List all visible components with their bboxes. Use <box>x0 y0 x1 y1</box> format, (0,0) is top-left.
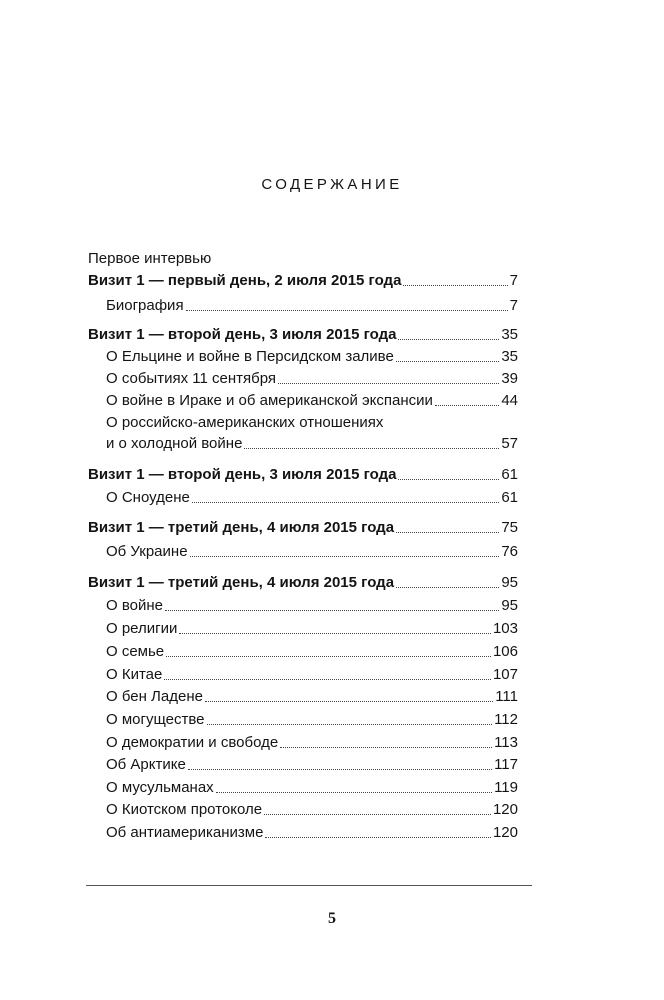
toc-entry: Об Арктике 117 <box>106 756 518 773</box>
toc-entry: О бен Ладене 111 <box>106 688 518 705</box>
toc-entry: и о холодной войне 57 <box>106 435 518 452</box>
toc-entry-line1: О российско-американских отношениях <box>106 414 384 431</box>
toc-entry: Биография 7 <box>106 297 518 314</box>
toc-entry: О Сноудене 61 <box>106 489 518 506</box>
footer-rule <box>86 885 532 886</box>
toc-entry: Об антиамериканизме 120 <box>106 824 518 841</box>
toc-entry: О религии 103 <box>106 620 518 637</box>
toc-entry: О войне 95 <box>106 597 518 614</box>
toc-entry: О Китае 107 <box>106 666 518 683</box>
toc-section: Визит 1 — первый день, 2 июля 2015 года 7 <box>88 272 518 289</box>
toc-entry: О событиях 11 сентября 39 <box>106 370 518 387</box>
toc-entry: О могуществе 112 <box>106 711 518 728</box>
toc-heading: СОДЕРЖАНИЕ <box>261 176 403 193</box>
toc-section: Визит 1 — третий день, 4 июля 2015 года 95 <box>88 574 518 591</box>
toc-section: Визит 1 — второй день, 3 июля 2015 года 61 <box>88 466 518 483</box>
toc-section: Визит 1 — третий день, 4 июля 2015 года 75 <box>88 519 518 536</box>
toc-entry: Об Украине 76 <box>106 543 518 560</box>
page-number: 5 <box>328 910 336 927</box>
toc-entry: О семье 106 <box>106 643 518 660</box>
toc-entry: О демократии и свободе 113 <box>106 734 518 751</box>
toc-entry: О войне в Ираке и об американской экспансии 44 <box>106 392 518 409</box>
part-title: Первое интервью <box>88 250 212 267</box>
toc-entry: О мусульманах 119 <box>106 779 518 796</box>
toc-section: Визит 1 — второй день, 3 июля 2015 года 35 <box>88 326 518 343</box>
toc-entry: О Киотском протоколе 120 <box>106 801 518 818</box>
toc-entry: О Ельцине и войне в Персидском заливе 35 <box>106 348 518 365</box>
